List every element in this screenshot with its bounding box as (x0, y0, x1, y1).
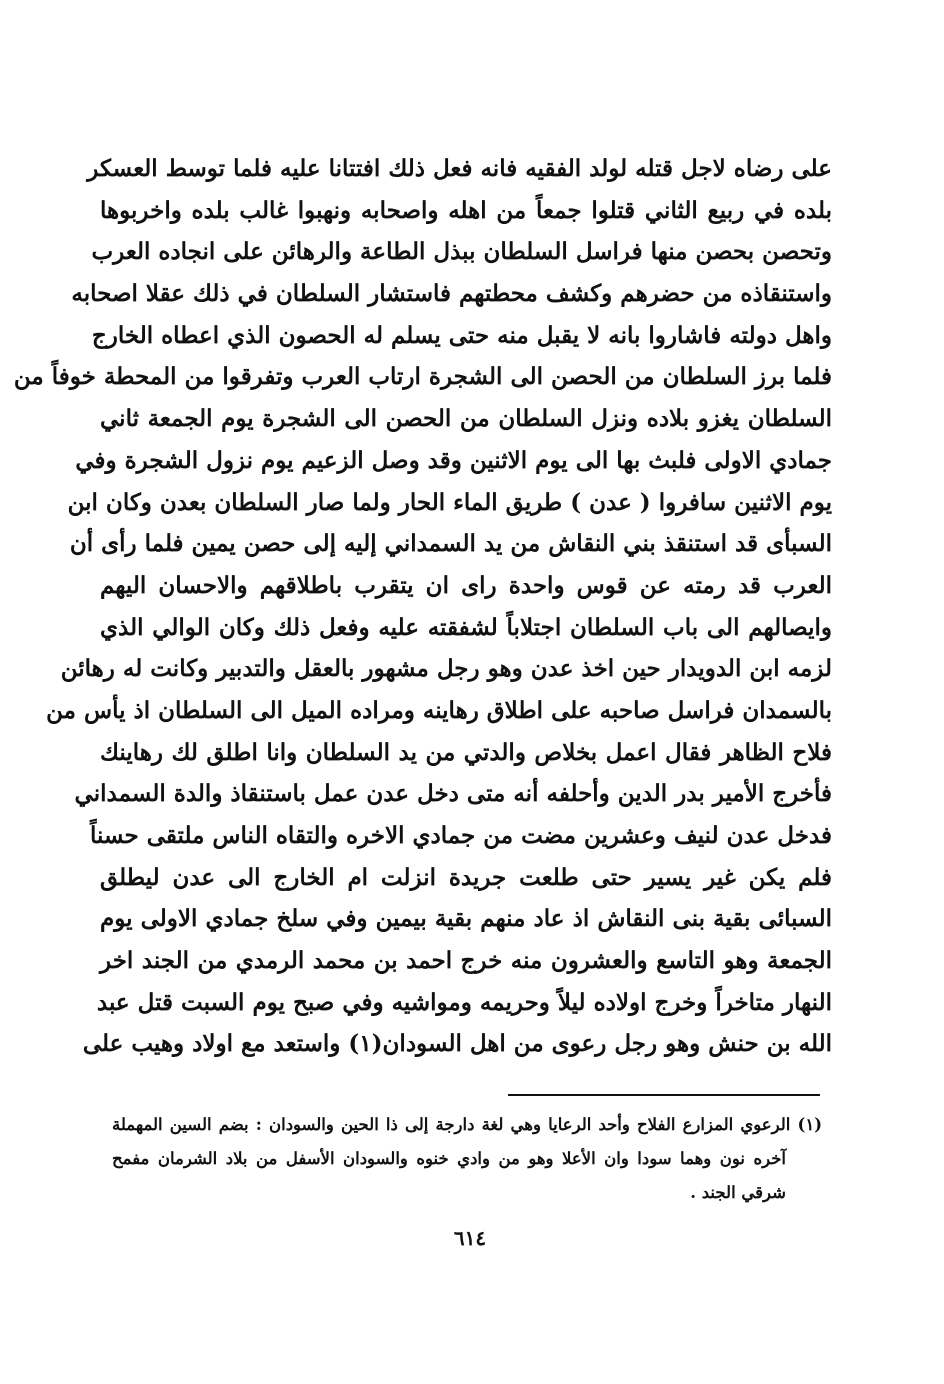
footnote-line: (١) الرعوي المزارع الفلاح وأحد الرعايا وهي لغة دارجة إلى ذا الحين والسودان : بضم السين المهملة (112, 1115, 822, 1134)
footnote (112, 1108, 822, 1210)
text-line: بالسمدان فراسل صاحبه على اطلاق رهاينه ومراده الميل الى السلطان اذ يأس من (46, 696, 832, 724)
text-line: جمادي الاولى فلبث بها الى يوم الاثنين وقد وصل الزعيم يوم نزول الشجرة وفي (75, 446, 832, 474)
text-line: العرب قد رمته عن قوس واحدة راى ان يتقرب باطلاقهم والاحسان اليهم (100, 571, 832, 599)
text-line: واهل دولته فاشاروا بانه لا يقبل منه حتى يسلم له الحصون الذي اعطاه الخارج (91, 321, 832, 349)
page-number: ٦١٤ (453, 1226, 487, 1250)
text-line: لزمه ابن الدويدار حين اخذ عدن وهو رجل مشهور بالعقل والتدبير وكانت له رهائن (60, 655, 832, 683)
text-line: فأخرج الأمير بدر الدين وأحلفه أنه متى دخل عدن عمل باستنقاذ والدة السمداني (74, 780, 832, 808)
text-line: السلطان يغزو بلاده ونزل السلطان من الحصن الى الشجرة يوم الجمعة ثاني (100, 405, 832, 433)
text-line: السبائى بقية بنى النقاش اذ عاد منهم بقية بيمين وفي سلخ جمادي الاولى يوم (100, 905, 832, 933)
text-line: واستنقاذه من حضرهم وكشف محطتهم فاستشار السلطان في ذلك عقلا اصحابه (71, 280, 832, 308)
text-line: فلما برز السلطان من الحصن الى الشجرة ارتاب العرب وتفرقوا من المحطة خوفاً من (13, 363, 832, 391)
text-line: السبأى قد استنقذ بني النقاش من يد السمداني إليه إلى حصن يمين فلما رأى أن (69, 530, 832, 558)
text-line: فلاح الظاهر فقال اعمل بخلاص والدتي من يد السلطان وانا اطلق لك رهاينك (100, 738, 832, 766)
footnote-separator (508, 1094, 820, 1096)
text-line: فدخل عدن لنيف وعشرين مضت من جمادي الاخره والتقاه الناس ملتقى حسناً (90, 822, 832, 849)
text-line: النهار متاخراً وخرج اولاده ليلاً وحريمه ومواشيه وفي صبح يوم السبت قتل عبد (96, 988, 832, 1016)
footnote-line: شرقي الجند . (690, 1183, 786, 1202)
text-line: الله بن حنش وهو رجل رعوى من اهل السودان(١) واستعد مع اولاد وهيب على (82, 1030, 832, 1058)
text-line: وايصالهم الى باب السلطان اجتلاباً لشفقته عليه وفعل ذلك وكان الوالي الذي (100, 613, 832, 641)
text-line: على رضاه لاجل قتله لولد الفقيه فانه فعل ذلك افتتانا عليه فلما توسط العسكر (87, 155, 832, 182)
text-line: وتحصن بحصن منها فراسل السلطان ببذل الطاعة والرهائن على انجاده العرب (91, 238, 832, 266)
text-line: فلم يكن غير يسير حتى طلعت جريدة انزلت ام الخارج الى عدن ليطلق (100, 863, 832, 891)
text-line: يوم الاثنين سافروا ( عدن ) طريق الماء الحار ولما صار السلطان بعدن وكان ابن (67, 488, 832, 516)
body-text (13, 148, 832, 1065)
footnote-line: آخره نون وهما سودا وان الأعلا وهو من وادي خنوه والسودان الأسفل من بلاد الشرمان مفمح (112, 1149, 786, 1168)
text-line: بلده في ربيع الثاني قتلوا جمعاً من اهله واصحابه ونهبوا غالب بلده واخربوها (100, 196, 832, 224)
text-line: الجمعة وهو التاسع والعشرون منه خرج احمد بن محمد الرمدي من الجند اخر (100, 947, 832, 975)
